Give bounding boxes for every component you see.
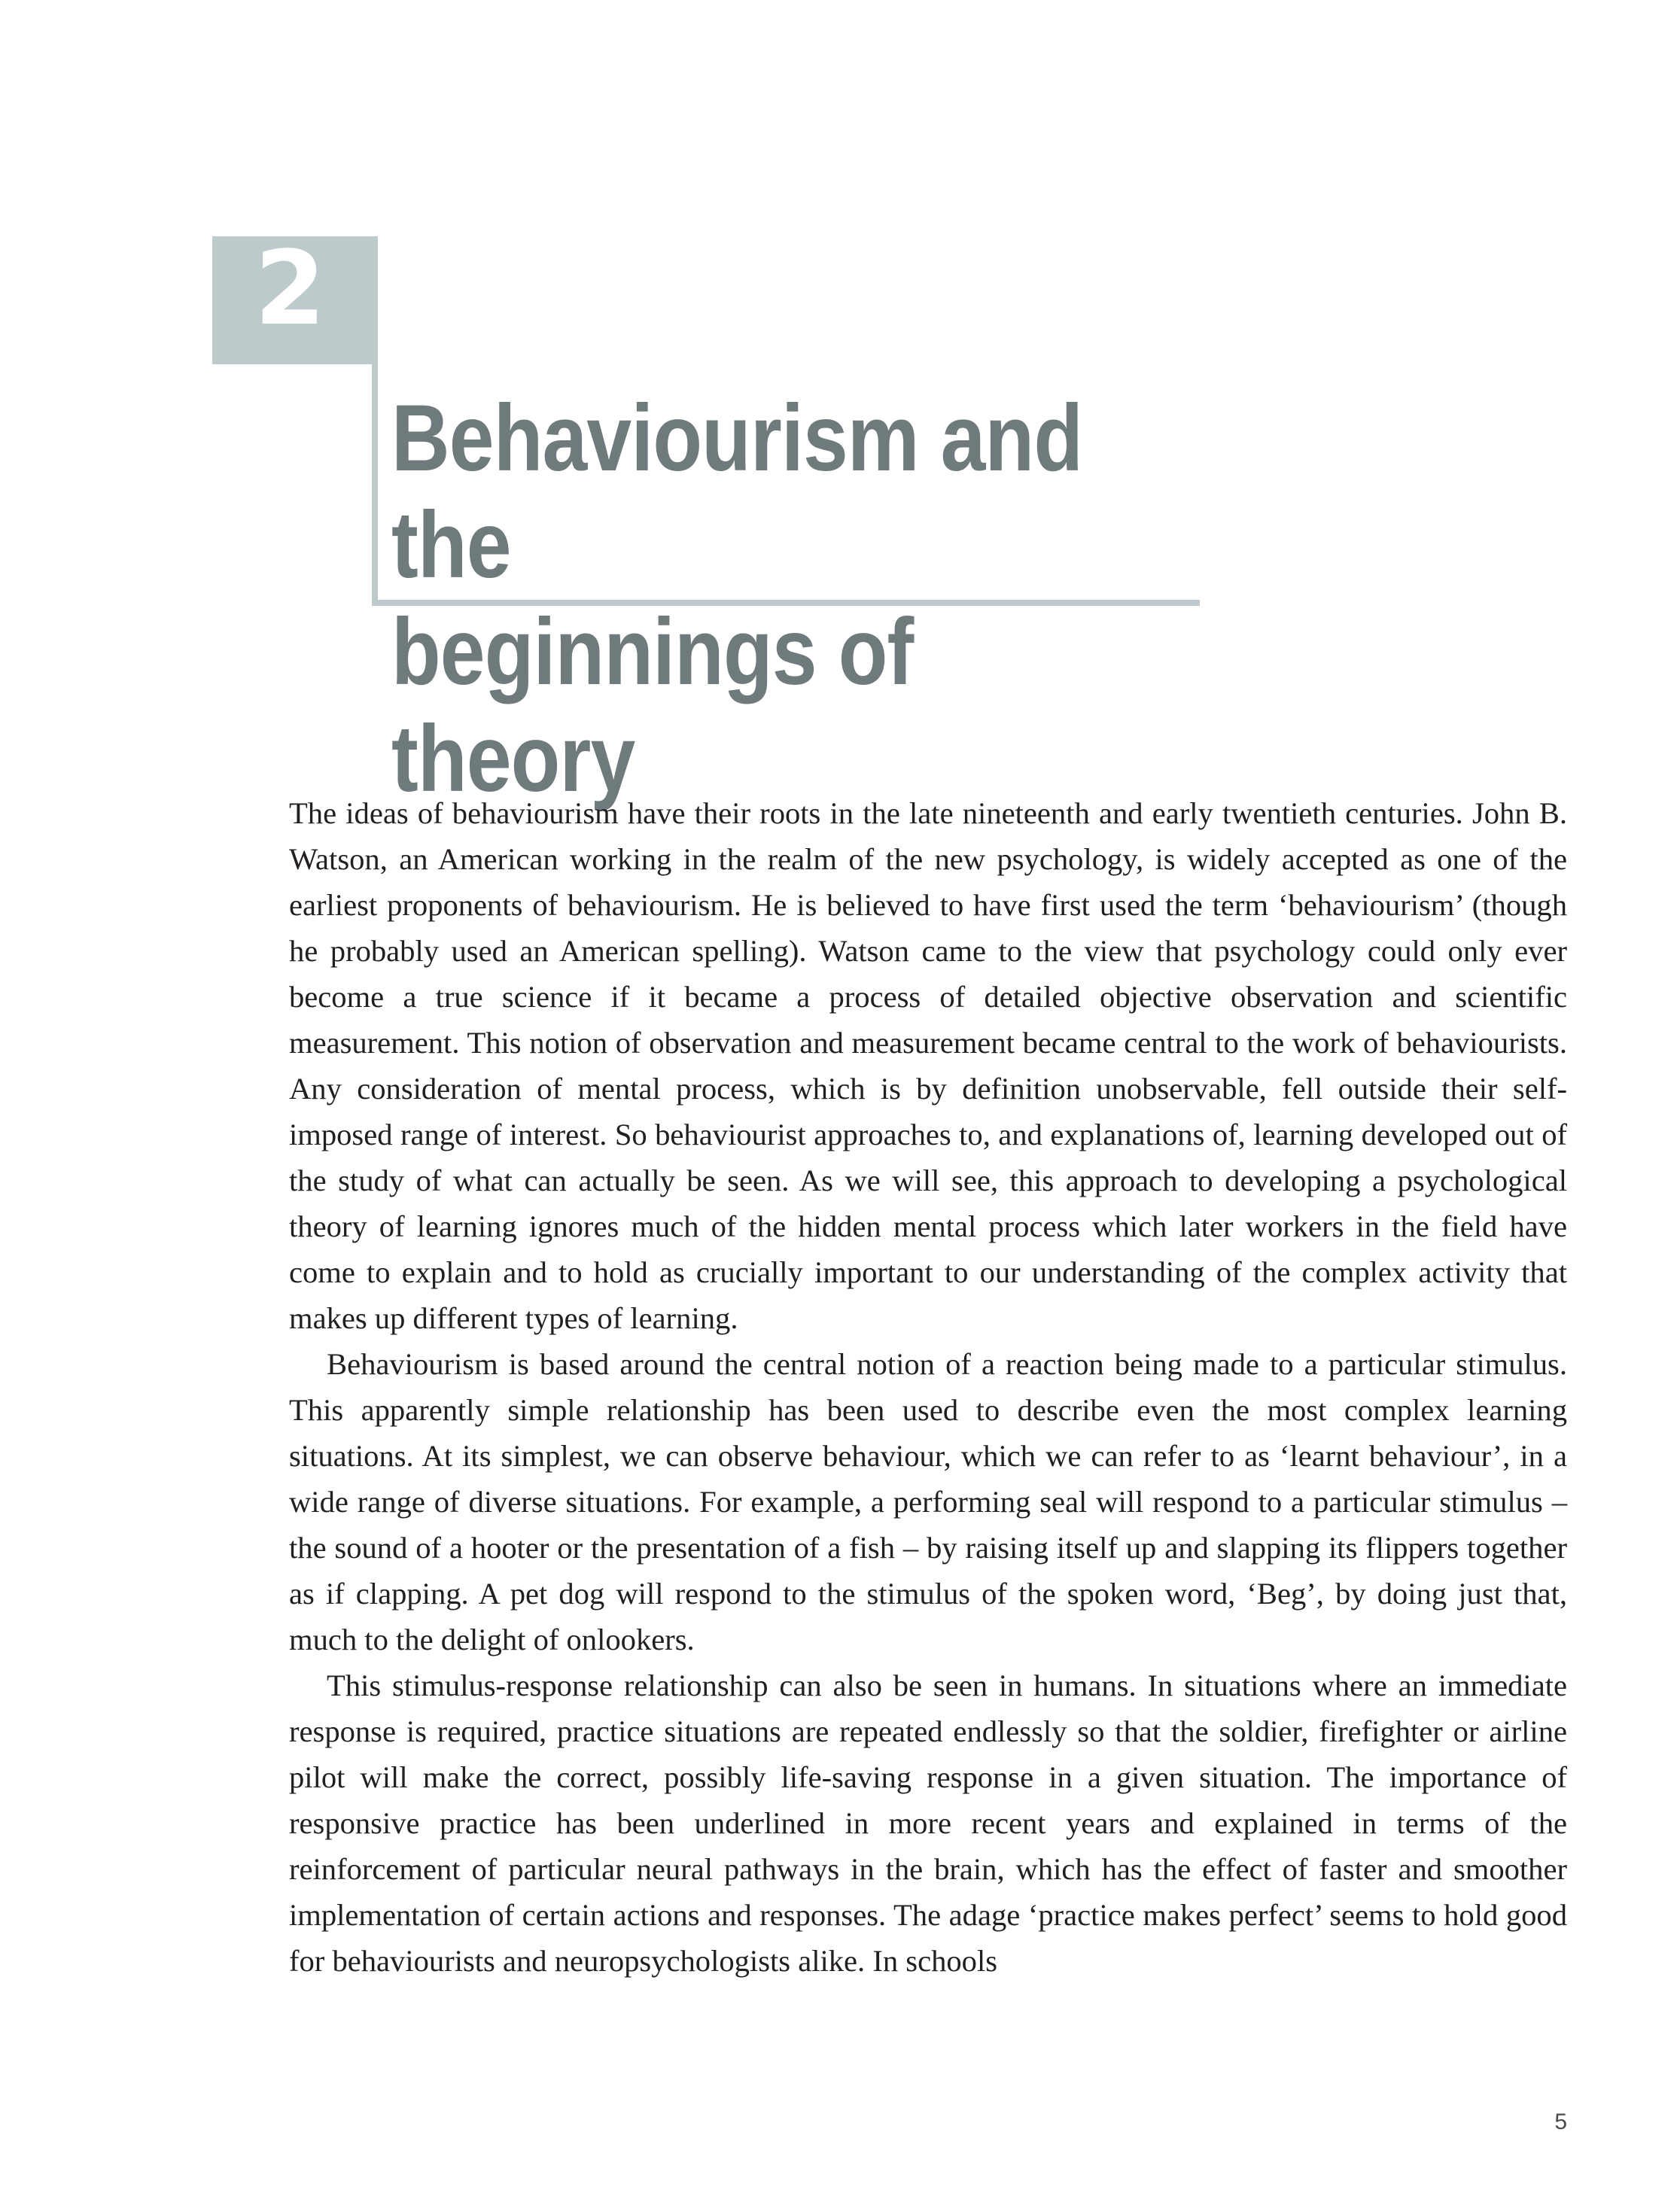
chapter-number: 2 [254,230,326,348]
body-text [289,790,1567,1984]
paragraph-1: The ideas of behaviourism have their roots in the late nineteenth and early twentieth centuries. John B. Watson, an American working in the realm of the new psychology, is widely accepted as one of the earliest proponents of behaviourism. He is believed to have first used the term ‘behaviourism’ (though he probably used an American spelling). Watson came to the view that psychology could only ever become a true science if it became a process of detailed objective observation and scientific measurement. This notion of observation and measurement became central to the work of behaviourists. Any consideration of mental process, which is by definition unobservable, fell outside their self-imposed range of interest. So behaviourist approaches to, and explanations of, learning developed out of the study of what can actually be seen. As we will see, this approach to developing a psychological theory of learning ignores much of the hidden mental process which later workers in the field have come to explain and to hold as crucially important to our understanding of the complex activity that makes up different types of learning. [289,796,1567,1335]
chapter-title-line-2: beginnings of theory [391,600,914,811]
title-rule-vertical [372,364,378,605]
paragraph-3: This stimulus-response relationship can also be seen in humans. In situations where an immediate response is required, practice situations are repeated endlessly so that the soldier, firefighter or airline pilot will make the correct, possibly life-saving response in a given situation. The importance of responsive practice has been underlined in more recent years and explained in terms of the reinforcement of particular neural pathways in the brain, which has the effect of faster and smoother implementation of certain actions and responses. The adage ‘practice makes perfect’ seems to hold good for behaviourists and neuropsychologists alike. In schools [289,1668,1567,1978]
paragraph-2: Behaviourism is based around the central notion of a reaction being made to a particular stimulus. This apparently simple relationship has been used to describe even the most complex learning situations. At its simplest, we can observe behaviour, which we can refer to as ‘learnt behaviour’, in a wide range of diverse situations. For example, a performing seal will respond to a particular stimulus – the sound of a hooter or the presentation of a fish – by raising itself up and slapping its flippers together as if clapping. A pet dog will respond to the stimulus of the spoken word, ‘Beg’, by doing just that, much to the delight of onlookers. [289,1347,1567,1656]
page-number: 5 [1554,2109,1567,2134]
chapter-title-line-1: Behaviourism and the [391,386,1083,598]
chapter-title [391,385,1103,813]
chapter-number-box [212,230,378,364]
